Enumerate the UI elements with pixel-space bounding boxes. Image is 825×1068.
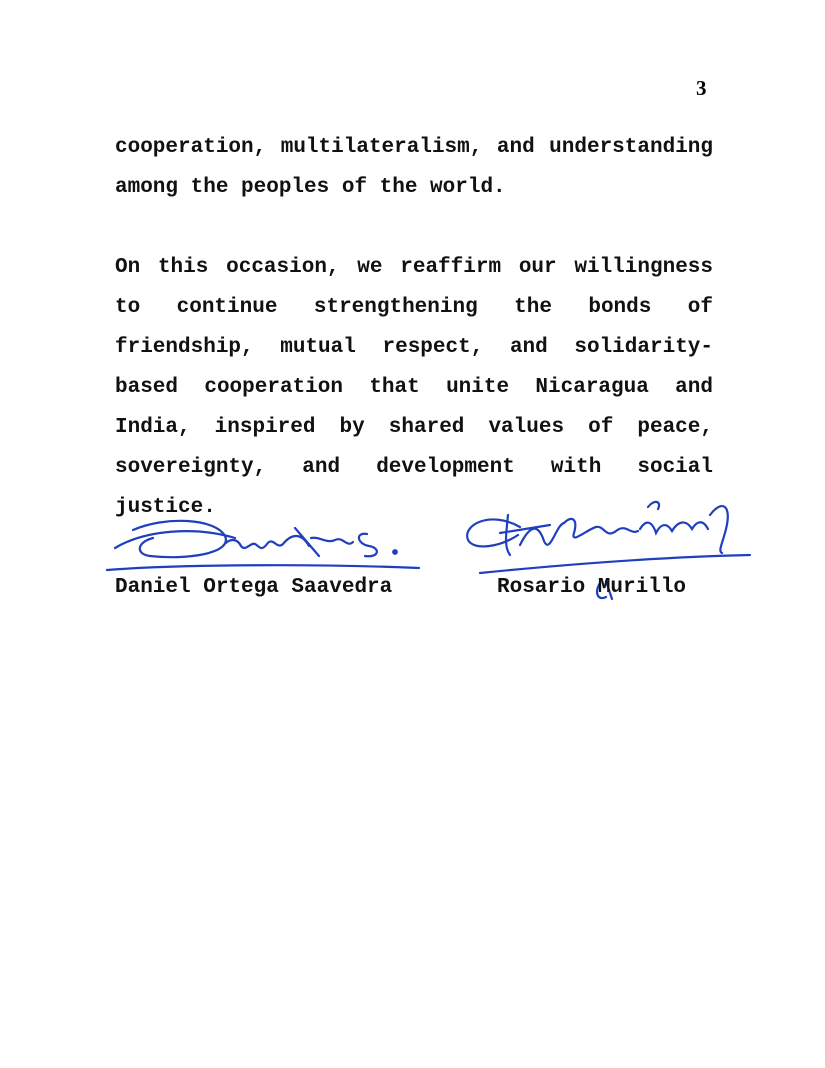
signatory-name-rosario-murillo: Rosario Murillo: [497, 576, 687, 599]
paragraph-1: [115, 128, 713, 208]
signature-daniel-ortega: [105, 508, 425, 578]
paragraph-1-line-2: among the peoples of the world.: [115, 176, 506, 199]
paragraph-1-line-1: cooperation, multilateralism, and understanding: [115, 136, 713, 159]
paragraph-2: On this occasion, we reaffirm our willingness to continue strengthening the bonds of friendship, mutual respect, and solidarity-based cooperation that unite Nicaragua and India, inspired by shared values of peace, sovereignty, and development with social justice.: [115, 256, 713, 519]
signatory-name-daniel-ortega: Daniel Ortega Saavedra: [115, 576, 393, 599]
page-number: 3: [696, 76, 707, 100]
